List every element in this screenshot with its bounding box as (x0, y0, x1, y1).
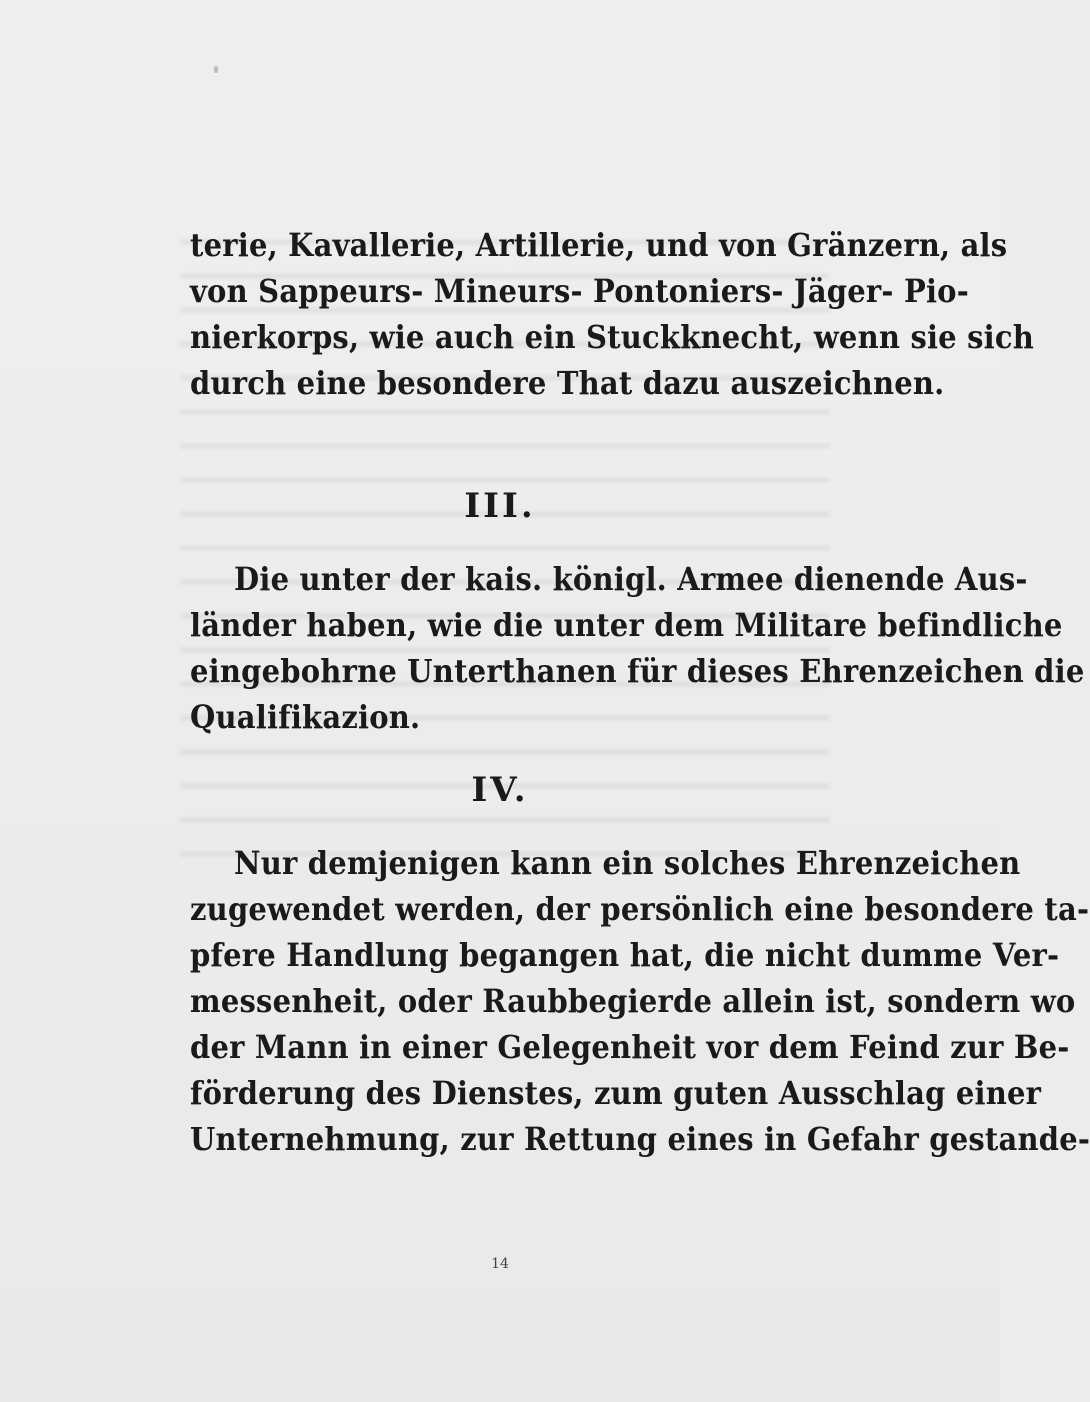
text-line: nierkorps, wie auch ein Stuckknecht, wenn sie sich (190, 318, 1035, 356)
paragraph-2 (190, 556, 1085, 740)
text-line: pfere Handlung begangen hat, die nicht dumme Ver- (190, 936, 1060, 974)
text-line: der Mann in einer Gelegenheit vor dem Feind zur Be- (190, 1028, 1070, 1066)
paragraph-1 (190, 222, 1035, 406)
section-heading-3: III. (464, 486, 536, 526)
text-line: Unternehmung, zur Rettung eines in Gefahr gestande- (190, 1120, 1090, 1158)
text-line: förderung des Dienstes, zum guten Ausschlag einer (190, 1074, 1042, 1112)
text-line: eingebohrne Unterthanen für dieses Ehrenzeichen die (190, 652, 1085, 690)
text-line: länder haben, wie die unter dem Militare befindliche (190, 606, 1063, 644)
text-line: Die unter der kais. königl. Armee dienende Aus- (234, 560, 1028, 598)
text-line: von Sappeurs- Mineurs- Pontoniers- Jäger- Pio- (190, 272, 969, 310)
paragraph-3 (190, 840, 1090, 1162)
text-line: zugewendet werden, der persönlich eine besondere ta- (190, 890, 1090, 928)
text-line: Nur demjenigen kann ein solches Ehrenzeichen (234, 844, 1021, 882)
text-line: terie, Kavallerie, Artillerie, und von Gränzern, als (190, 226, 1008, 264)
text-line: Qualifikazion. (190, 698, 421, 736)
text-line: messenheit, oder Raubbegierde allein ist, sondern wo (190, 982, 1076, 1020)
section-heading-4: IV. (471, 770, 529, 810)
dust-speck (214, 66, 218, 73)
page-number: 14 (491, 1256, 509, 1272)
text-line: durch eine besondere That dazu auszeichnen. (190, 364, 945, 402)
